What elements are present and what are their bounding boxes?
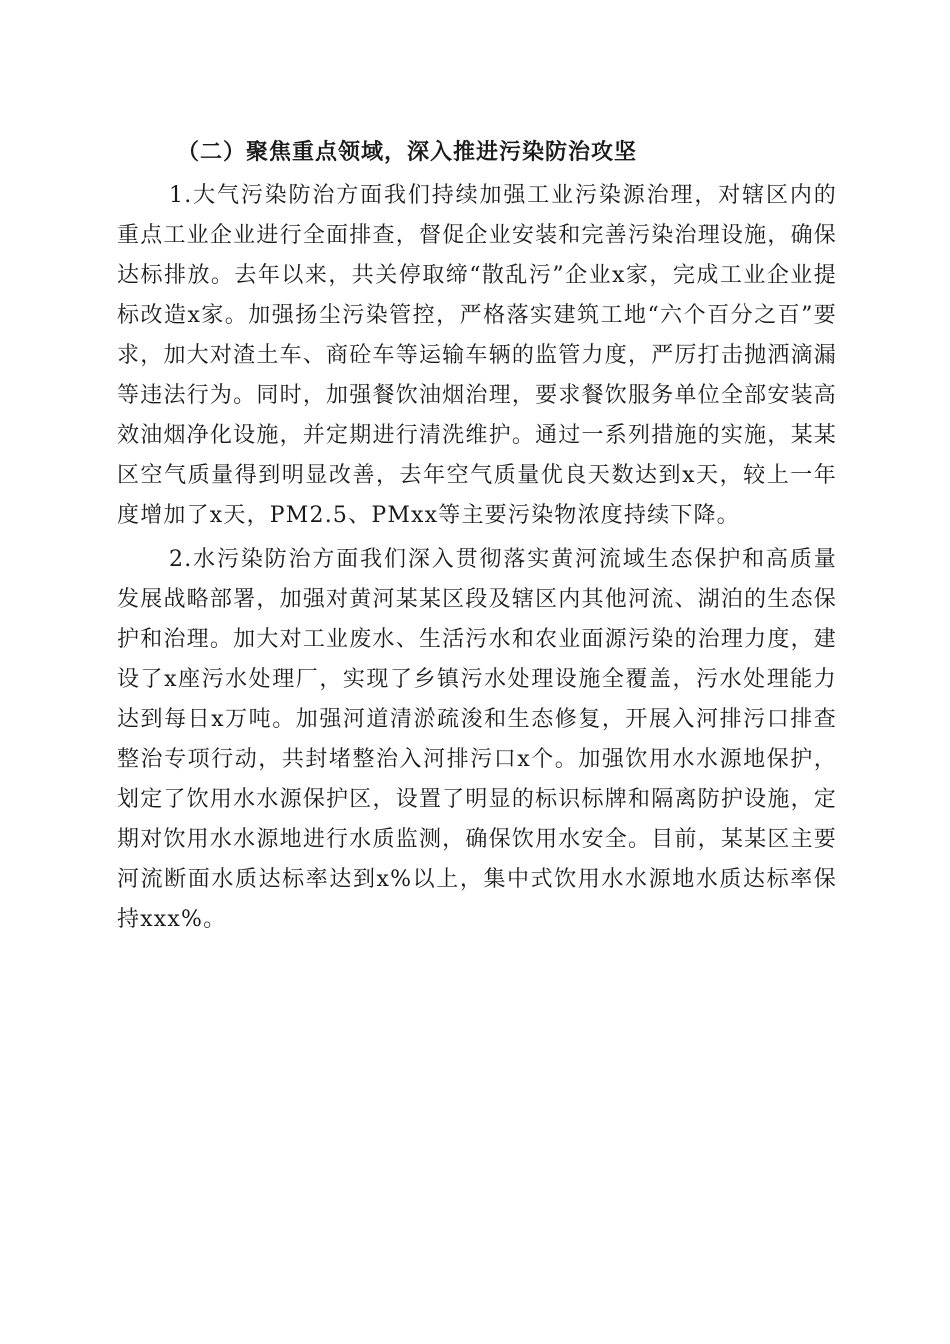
document-body <box>117 132 837 940</box>
paragraph-water-pollution: 2.水污染防治方面我们深入贯彻落实黄河流域生态保护和高质量发展战略部署，加强对黄河某某区段及辖区内其他河流、湖泊的生态保护和治理。加大对工业废水、生活污水和农业面源污染的治理力度，建设了x座污水处理厂，实现了乡镇污水处理设施全覆盖，污水处理能力达到每日x万吨。加强河道清淤疏浚和生态修复，开展入河排污口排查整治专项行动，共封堵整治入河排污口x个。加强饮用水水源地保护，划定了饮用水水源保护区，设置了明显的标识标牌和隔离防护设施，定期对饮用水水源地进行水质监测，确保饮用水安全。目前，某某区主要河流断面水质达标率达到x%以上，集中式饮用水水源地水质达标率保持xxx%。 <box>117 547 837 932</box>
section-heading: （二）聚焦重点领域，深入推进污染防治攻坚 <box>177 139 638 165</box>
paragraph-air-pollution: 1.大气污染防治方面我们持续加强工业污染源治理，对辖区内的重点工业企业进行全面排查，督促企业安装和完善污染治理设施，确保达标排放。去年以来，共关停取缔“散乱污”企业x家，完成工业企业提标改造x家。加强扬尘污染管控，严格落实建筑工地“六个百分之百”要求，加大对渣土车、商砼车等运输车辆的监管力度，严厉打击抛洒滴漏等违法行为。同时，加强餐饮油烟治理，要求餐饮服务单位全部安装高效油烟净化设施，并定期进行清洗维护。通过一系列措施的实施，某某区空气质量得到明显改善，去年空气质量优良天数达到x天，较上一年度增加了x天，PM2.5、PMxx等主要污染物浓度持续下降。 <box>117 183 837 528</box>
